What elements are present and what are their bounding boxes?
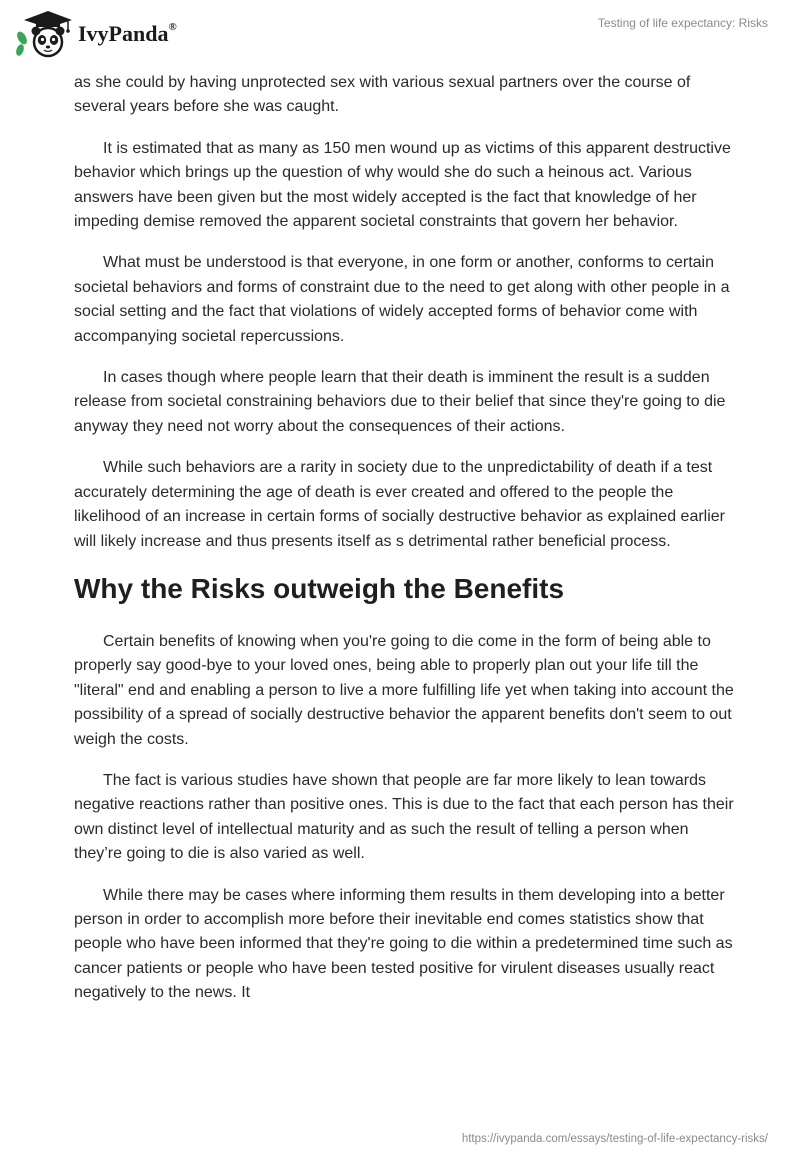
document-title: Testing of life expectancy: Risks [597,16,768,30]
page-header [0,0,800,70]
section-heading: Why the Risks outweigh the Benefits [74,572,565,604]
paragraph: Certain benefits of knowing when you're going to die come in the form of being able to properly say good-bye to your loved ones, being able to properly plan out your life till the "literal" end and enabling a person to live a more fulfilling life yet when taking into account the possibility of a spread of socially destructive behavior the apparent benefits don't seem to out weigh the costs. [74,632,734,748]
registered-mark: ® [168,20,177,33]
ivypanda-logo[interactable] [14,8,204,58]
paragraph: The fact is various studies have shown that people are far more likely to lean towards negative reactions rather than positive ones. This is due to the fact that each person has their own distinct level of intellectual maturity and as such the result of telling a person when they’re going to die is also varied as well. [74,771,734,863]
paragraph: While there may be cases where informing them results in them developing into a better person in order to accomplish more before their inevitable end comes statistics show that people who have been informed that they're going to die within a predetermined time such as cancer patients or people who have been tested positive for virulent diseases usually react negatively to the news. It [74,886,733,1002]
paragraph: as she could by having unprotected sex with various sexual partners over the course of several years before she was caught. [74,74,691,116]
source-url[interactable]: https://ivypanda.com/essays/testing-of-life-expectancy-risks/ [461,1133,768,1145]
paragraph: It is estimated that as many as 150 men wound up as victims of this apparent destructive behavior which brings up the question of why would she do such a heinous act. Various answers have been given but the most widely accepted is the fact that knowledge of her impeding demise removed the apparent societal constraints that govern her behavior. [74,139,731,231]
essay-body [74,71,734,1023]
paragraph: In cases though where people learn that their death is imminent the result is a sudden release from societal constraining behaviors due to their belief that since they're going to die anyway they need not worry about the consequences of their actions. [74,369,726,435]
paragraph: What must be understood is that everyone, in one form or another, conforms to certain societal behaviors and forms of constraint due to the need to get along with other people in a social setting and the fact that violations of widely accepted forms of behavior come with accompanying societal repercussions. [74,254,730,345]
panda-graduate-icon [14,8,76,58]
brand-name: IvyPanda® [78,20,177,46]
paragraph: While such behaviors are a rarity in society due to the unpredictability of death if a test accurately determining the age of death is ever created and offered to the people the likelihood of an increase in certain forms of socially destructive behavior as explained earlier will likely increase and thus presents itself as s detrimental rather beneficial process. [74,459,725,550]
